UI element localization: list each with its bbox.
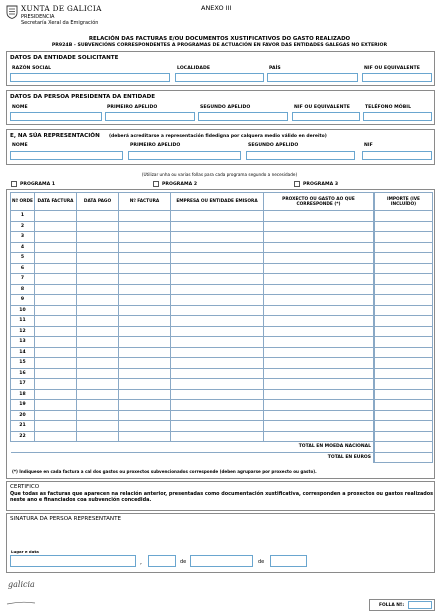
- xunta-logo: [6, 4, 18, 18]
- row-number: 7: [11, 274, 35, 285]
- num-factura-cell[interactable]: [119, 316, 171, 327]
- presidente-nome-label: NOME: [12, 105, 28, 110]
- sinatura-title: SINATURA DA PERSOA REPRESENTANTE: [10, 516, 122, 522]
- num-factura-cell[interactable]: [119, 284, 171, 295]
- importe-cell[interactable]: [375, 305, 433, 316]
- num-factura-cell[interactable]: [119, 347, 171, 358]
- importe-row: [375, 421, 433, 432]
- solicitante-title: DATOS DA ENTIDADE SOLICITANTE: [10, 55, 119, 61]
- table-row: [11, 368, 374, 379]
- importe-cell[interactable]: [375, 421, 433, 432]
- proxecto-cell[interactable]: [264, 274, 374, 285]
- comma-separator: ,: [140, 559, 142, 566]
- empresa-cell[interactable]: [171, 368, 264, 379]
- col-header-data-factura: DATA FACTURA: [35, 193, 77, 211]
- presidente-nif-label: NIF OU EQUIVALENTE: [294, 105, 350, 110]
- data-factura-cell[interactable]: [35, 368, 77, 379]
- row-number: 10: [11, 305, 35, 316]
- data-pago-cell[interactable]: [77, 211, 119, 222]
- data-factura-cell[interactable]: [35, 221, 77, 232]
- empresa-cell[interactable]: [171, 347, 264, 358]
- data-factura-cell[interactable]: [35, 305, 77, 316]
- proxecto-cell[interactable]: [264, 295, 374, 306]
- annex-label: ANEXO III: [201, 4, 232, 12]
- row-number: 16: [11, 368, 35, 379]
- importe-row: [375, 389, 433, 400]
- data-pago-cell[interactable]: [77, 232, 119, 243]
- invoice-table: [10, 192, 374, 463]
- num-factura-cell[interactable]: [119, 221, 171, 232]
- num-factura-cell[interactable]: [119, 337, 171, 348]
- num-factura-cell[interactable]: [119, 242, 171, 253]
- table-row: [11, 295, 374, 306]
- total-euros-label: TOTAL EN EUROS: [11, 452, 374, 463]
- representacion-note: (deberá acreditarse a representación fidedigna por calquera medio válido en dereito): [109, 134, 327, 139]
- proxecto-cell[interactable]: [264, 326, 374, 337]
- programa-3-label: PROGRAMA 3: [303, 182, 339, 187]
- col-header-orde: Nº ORDE: [11, 193, 35, 211]
- data-pago-cell[interactable]: [77, 389, 119, 400]
- importe-row: [375, 400, 433, 411]
- rep-apelido1-field[interactable]: [128, 151, 241, 160]
- rep-nif-label: NIF: [364, 143, 373, 148]
- empresa-cell[interactable]: [171, 295, 264, 306]
- rep-nome-field[interactable]: [10, 151, 123, 160]
- empresa-cell[interactable]: [171, 379, 264, 390]
- proxecto-cell[interactable]: [264, 305, 374, 316]
- empresa-cell[interactable]: [171, 400, 264, 411]
- num-factura-cell[interactable]: [119, 410, 171, 421]
- certifico-text: Que todas as facturas que aparecen na relación anterior, presentadas como documentación xustificativa, corresponden a proxectos ou gastos realizados neste ano e financiados coa subvención concedida.: [10, 491, 434, 504]
- data-pago-cell[interactable]: [77, 316, 119, 327]
- row-number: 8: [11, 284, 35, 295]
- empresa-cell[interactable]: [171, 211, 264, 222]
- proxecto-cell[interactable]: [264, 337, 374, 348]
- proxecto-cell[interactable]: [264, 263, 374, 274]
- data-factura-cell[interactable]: [35, 326, 77, 337]
- empresa-cell[interactable]: [171, 284, 264, 295]
- programa-1-checkbox[interactable]: [11, 181, 17, 187]
- table-row: [11, 358, 374, 369]
- presidente-nome-field[interactable]: [10, 112, 102, 121]
- col-header-proxecto: PROXECTO OU GASTO AO QUE CORRESPONDE (*): [264, 193, 374, 211]
- presidente-title: DATOS DA PERSOA PRESIDENTA DA ENTIDADE: [10, 94, 156, 100]
- data-pago-cell[interactable]: [77, 242, 119, 253]
- table-row: [11, 379, 374, 390]
- year-field[interactable]: [270, 555, 307, 567]
- row-number: 2: [11, 221, 35, 232]
- total-euros-row: [11, 452, 374, 463]
- importe-cell[interactable]: [375, 358, 433, 369]
- importe-row: [375, 410, 433, 421]
- importe-cell[interactable]: [375, 368, 433, 379]
- importe-cell[interactable]: [375, 316, 433, 327]
- empresa-cell[interactable]: [171, 410, 264, 421]
- table-footnote: (*) Indíquese en cada factura a cal dos gastos ou proxectos subvencionados corresponde (deben agruparse por proxecto ou gasto).: [12, 469, 317, 474]
- pais-field[interactable]: [267, 73, 358, 82]
- proxecto-cell[interactable]: [264, 284, 374, 295]
- table-row: [11, 263, 374, 274]
- row-number: 19: [11, 400, 35, 411]
- table-row: [11, 421, 374, 432]
- table-row: [11, 221, 374, 232]
- galicia-logo-text: galicia: [8, 580, 35, 589]
- localidade-label: LOCALIDADE: [177, 66, 211, 71]
- table-row: [11, 410, 374, 421]
- programa-2-label: PROGRAMA 2: [162, 182, 198, 187]
- presidente-apelido1-label: PRIMEIRO APELIDO: [107, 105, 158, 110]
- row-number: 9: [11, 295, 35, 306]
- data-pago-cell[interactable]: [77, 410, 119, 421]
- importe-cell[interactable]: [375, 221, 433, 232]
- table-row: [11, 232, 374, 243]
- total-euros-value[interactable]: [375, 452, 433, 463]
- presidente-apelido1-field[interactable]: [105, 112, 195, 121]
- folla-number-field[interactable]: [408, 601, 432, 609]
- proxecto-cell[interactable]: [264, 221, 374, 232]
- proxecto-cell[interactable]: [264, 347, 374, 358]
- empresa-cell[interactable]: [171, 221, 264, 232]
- document-title: RELACIÓN DAS FACTURAS E/OU DOCUMENTOS XUSTIFICATIVOS DO GASTO REALIZADO: [88, 36, 351, 42]
- importe-cell[interactable]: [375, 263, 433, 274]
- empresa-cell[interactable]: [171, 305, 264, 316]
- col-header-data-pago: DATA PAGO: [77, 193, 119, 211]
- row-number: 18: [11, 389, 35, 400]
- num-factura-cell[interactable]: [119, 358, 171, 369]
- data-factura-cell[interactable]: [35, 421, 77, 432]
- data-factura-cell[interactable]: [35, 274, 77, 285]
- importe-row: [375, 379, 433, 390]
- table-row: [11, 305, 374, 316]
- importe-row: [375, 211, 433, 222]
- data-factura-cell[interactable]: [35, 242, 77, 253]
- num-factura-cell[interactable]: [119, 368, 171, 379]
- galicia-swoosh-icon: [6, 590, 36, 594]
- representacion-title: E, NA SÚA REPRESENTACIÓN: [10, 133, 100, 139]
- empresa-cell[interactable]: [171, 421, 264, 432]
- proxecto-cell[interactable]: [264, 379, 374, 390]
- importe-cell[interactable]: [375, 347, 433, 358]
- row-number: 17: [11, 379, 35, 390]
- proxecto-cell[interactable]: [264, 253, 374, 264]
- data-factura-cell[interactable]: [35, 431, 77, 442]
- empresa-cell[interactable]: [171, 242, 264, 253]
- num-factura-cell[interactable]: [119, 305, 171, 316]
- importe-row: [375, 284, 433, 295]
- importe-cell[interactable]: [375, 431, 433, 442]
- importe-cell[interactable]: [375, 337, 433, 348]
- proxecto-cell[interactable]: [264, 316, 374, 327]
- data-factura-cell[interactable]: [35, 211, 77, 222]
- org-name: XUNTA DE GALICIA: [21, 4, 102, 13]
- data-factura-cell[interactable]: [35, 337, 77, 348]
- importe-row: [375, 347, 433, 358]
- num-factura-cell[interactable]: [119, 400, 171, 411]
- localidade-field[interactable]: [175, 73, 264, 82]
- row-number: 11: [11, 316, 35, 327]
- rep-apelido1-label: PRIMEIRO APELIDO: [130, 143, 181, 148]
- razon-social-label: RAZÓN SOCIAL: [12, 66, 52, 71]
- table-row: [11, 400, 374, 411]
- col-header-empresa: EMPRESA OU ENTIDADE EMISORA: [171, 193, 264, 211]
- data-pago-cell[interactable]: [77, 221, 119, 232]
- data-factura-cell[interactable]: [35, 295, 77, 306]
- row-number: 14: [11, 347, 35, 358]
- data-factura-cell[interactable]: [35, 316, 77, 327]
- dept-name: PRESIDENCIA: [21, 14, 55, 20]
- empresa-cell[interactable]: [171, 316, 264, 327]
- num-factura-cell[interactable]: [119, 326, 171, 337]
- num-factura-cell[interactable]: [119, 389, 171, 400]
- data-pago-cell[interactable]: [77, 379, 119, 390]
- row-number: 13: [11, 337, 35, 348]
- pais-label: PAÍS: [269, 66, 281, 71]
- importe-row: [375, 326, 433, 337]
- importe-row: [375, 316, 433, 327]
- certifico-title: CERTIFICO: [10, 484, 40, 490]
- importe-cell[interactable]: [375, 253, 433, 264]
- importe-row: [375, 253, 433, 264]
- importe-cell[interactable]: [375, 242, 433, 253]
- row-number: 21: [11, 421, 35, 432]
- row-number: 12: [11, 326, 35, 337]
- rep-nif-field[interactable]: [362, 151, 432, 160]
- importe-row: [375, 305, 433, 316]
- num-factura-cell[interactable]: [119, 211, 171, 222]
- programa-1-label: PROGRAMA 1: [20, 182, 56, 187]
- num-factura-cell[interactable]: [119, 263, 171, 274]
- table-row: [11, 284, 374, 295]
- table-row: [11, 242, 374, 253]
- table-row: [11, 274, 374, 285]
- table-row: [11, 326, 374, 337]
- empresa-cell[interactable]: [171, 431, 264, 442]
- proxecto-cell[interactable]: [264, 421, 374, 432]
- num-factura-cell[interactable]: [119, 232, 171, 243]
- table-row: [11, 211, 374, 222]
- data-factura-cell[interactable]: [35, 410, 77, 421]
- total-moeda-nacional-value-row: [375, 442, 433, 453]
- programa-2-checkbox[interactable]: [153, 181, 159, 187]
- num-factura-cell[interactable]: [119, 379, 171, 390]
- col-header-num-factura: Nº FACTURA: [119, 193, 171, 211]
- data-pago-cell[interactable]: [77, 421, 119, 432]
- data-pago-cell[interactable]: [77, 368, 119, 379]
- data-pago-cell[interactable]: [77, 305, 119, 316]
- row-number: 4: [11, 242, 35, 253]
- importe-table: [374, 192, 433, 463]
- data-pago-cell[interactable]: [77, 326, 119, 337]
- data-pago-cell[interactable]: [77, 400, 119, 411]
- importe-row: [375, 368, 433, 379]
- importe-row: [375, 358, 433, 369]
- data-factura-cell[interactable]: [35, 400, 77, 411]
- data-factura-cell[interactable]: [35, 379, 77, 390]
- proxecto-cell[interactable]: [264, 431, 374, 442]
- empresa-cell[interactable]: [171, 389, 264, 400]
- data-factura-cell[interactable]: [35, 389, 77, 400]
- importe-cell[interactable]: [375, 410, 433, 421]
- total-euros-value-row: [375, 452, 433, 463]
- de-separator-2: de: [258, 559, 265, 565]
- galicia-logo: [8, 580, 35, 589]
- presidente-telefono-label: TELÉFONO MÓBIL: [365, 105, 412, 110]
- data-pago-cell[interactable]: [77, 337, 119, 348]
- de-separator-1: de: [180, 559, 187, 565]
- rep-apelido2-field[interactable]: [246, 151, 355, 160]
- importe-row: [375, 232, 433, 243]
- programas-instruction: (Utilizar unha ou varias follas para cada programa segundo a necesidade): [141, 172, 298, 177]
- importe-row: [375, 263, 433, 274]
- row-number: 3: [11, 232, 35, 243]
- document-subtitle: PR924B - SUBVENCIÓNS CORRESPONDENTES A PROGRAMAS DE ACTUACIÓN EN FAVOR DAS ENTIDADES GALEGAS NO EXTERIOR: [51, 43, 388, 48]
- importe-cell[interactable]: [375, 400, 433, 411]
- data-factura-cell[interactable]: [35, 253, 77, 264]
- data-pago-cell[interactable]: [77, 347, 119, 358]
- proxecto-cell[interactable]: [264, 358, 374, 369]
- empresa-cell[interactable]: [171, 232, 264, 243]
- importe-row: [375, 431, 433, 442]
- proxecto-cell[interactable]: [264, 242, 374, 253]
- importe-cell[interactable]: [375, 274, 433, 285]
- row-number: 22: [11, 431, 35, 442]
- table-row: [11, 389, 374, 400]
- data-pago-cell[interactable]: [77, 253, 119, 264]
- importe-cell[interactable]: [375, 284, 433, 295]
- data-factura-cell[interactable]: [35, 263, 77, 274]
- table-header-row: [11, 193, 374, 211]
- importe-header-row: [375, 193, 433, 211]
- num-factura-cell[interactable]: [119, 274, 171, 285]
- place-field[interactable]: [10, 555, 136, 567]
- programa-3-checkbox[interactable]: [294, 181, 300, 187]
- num-factura-cell[interactable]: [119, 295, 171, 306]
- num-factura-cell[interactable]: [119, 421, 171, 432]
- proxecto-cell[interactable]: [264, 410, 374, 421]
- presidente-nif-field[interactable]: [292, 112, 360, 121]
- importe-row: [375, 274, 433, 285]
- table-row: [11, 431, 374, 442]
- importe-row: [375, 221, 433, 232]
- row-number: 20: [11, 410, 35, 421]
- data-factura-cell[interactable]: [35, 358, 77, 369]
- data-factura-cell[interactable]: [35, 284, 77, 295]
- row-number: 6: [11, 263, 35, 274]
- nif-solicitante-label: NIF OU EQUIVALENTE: [364, 66, 420, 71]
- rep-apelido2-label: SEGUNDO APELIDO: [248, 143, 299, 148]
- empresa-cell[interactable]: [171, 263, 264, 274]
- nif-solicitante-field[interactable]: [362, 73, 432, 82]
- rep-nome-label: NOME: [12, 143, 28, 148]
- empresa-cell[interactable]: [171, 337, 264, 348]
- proxecto-cell[interactable]: [264, 368, 374, 379]
- total-moeda-nacional-value[interactable]: [375, 442, 433, 453]
- row-number: 15: [11, 358, 35, 369]
- empresa-cell[interactable]: [171, 358, 264, 369]
- importe-cell[interactable]: [375, 295, 433, 306]
- importe-cell[interactable]: [375, 211, 433, 222]
- total-moeda-nacional-label: TOTAL EN MOEDA NACIONAL: [11, 442, 374, 453]
- table-row: [11, 253, 374, 264]
- importe-cell[interactable]: [375, 389, 433, 400]
- table-row: [11, 337, 374, 348]
- table-row: [11, 316, 374, 327]
- presidente-telefono-field[interactable]: [363, 112, 432, 121]
- row-number: 5: [11, 253, 35, 264]
- folla-label: FOLLA Nº:: [379, 603, 405, 608]
- data-factura-cell[interactable]: [35, 347, 77, 358]
- importe-cell[interactable]: [375, 232, 433, 243]
- proxecto-cell[interactable]: [264, 389, 374, 400]
- presidente-apelido2-field[interactable]: [198, 112, 288, 121]
- empresa-cell[interactable]: [171, 274, 264, 285]
- proxecto-cell[interactable]: [264, 400, 374, 411]
- data-pago-cell[interactable]: [77, 284, 119, 295]
- importe-row: [375, 337, 433, 348]
- day-field[interactable]: [148, 555, 176, 567]
- month-field[interactable]: [190, 555, 253, 567]
- data-factura-cell[interactable]: [35, 232, 77, 243]
- razon-social-field[interactable]: [10, 73, 170, 82]
- num-factura-cell[interactable]: [119, 431, 171, 442]
- importe-row: [375, 295, 433, 306]
- importe-row: [375, 242, 433, 253]
- presidente-apelido2-label: SEGUNDO APELIDO: [200, 105, 251, 110]
- table-row: [11, 347, 374, 358]
- importe-cell[interactable]: [375, 326, 433, 337]
- subdept-name: Secretaría Xeral da Emigración: [21, 20, 99, 26]
- data-pago-cell[interactable]: [77, 358, 119, 369]
- total-moeda-nacional-row: [11, 442, 374, 453]
- proxecto-cell[interactable]: [264, 211, 374, 222]
- data-pago-cell[interactable]: [77, 263, 119, 274]
- num-factura-cell[interactable]: [119, 253, 171, 264]
- importe-cell[interactable]: [375, 379, 433, 390]
- data-pago-cell[interactable]: [77, 431, 119, 442]
- proxecto-cell[interactable]: [264, 232, 374, 243]
- row-number: 1: [11, 211, 35, 222]
- col-header-importe: IMPORTE (IVE INCLUÍDO): [375, 193, 433, 211]
- data-pago-cell[interactable]: [77, 295, 119, 306]
- place-date-label: Lugar e data: [11, 549, 39, 554]
- empresa-cell[interactable]: [171, 326, 264, 337]
- xunta-shield-icon: [6, 5, 18, 19]
- data-pago-cell[interactable]: [77, 274, 119, 285]
- empresa-cell[interactable]: [171, 253, 264, 264]
